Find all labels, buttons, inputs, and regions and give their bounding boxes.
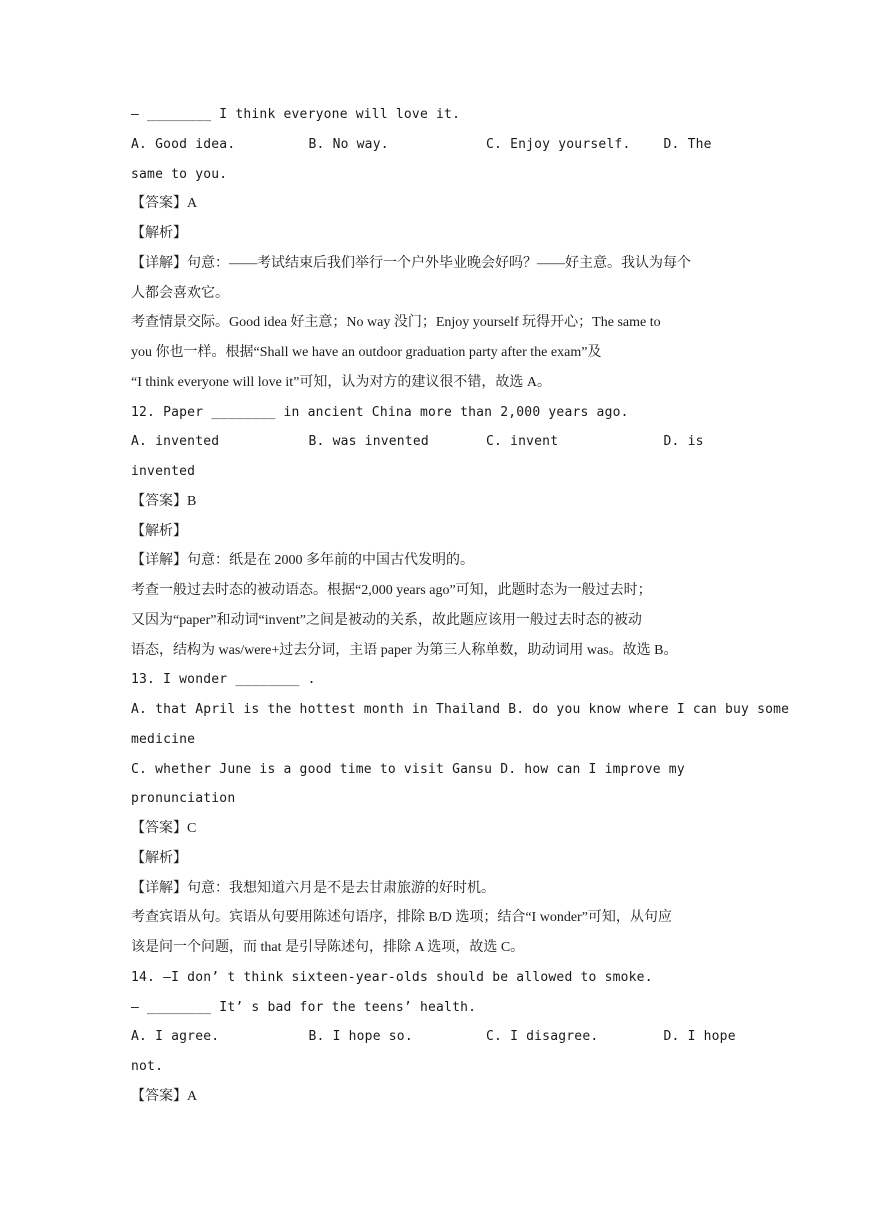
- text-line: — ________ I think everyone will love it.: [131, 107, 461, 122]
- text-line: 语态，结构为 was/were+过去分词，主语 paper 为第三人称单数，助动词用 was。故选 B。: [131, 642, 678, 658]
- option-d: D. The: [663, 136, 712, 152]
- option-b: B. No way.: [308, 136, 389, 152]
- option-c: C. I disagree.: [486, 1029, 599, 1045]
- text-line: pronunciation: [131, 791, 236, 807]
- text-line: you 你也一样。根据“Shall we have an outdoor graduation party after the exam”及: [131, 345, 602, 360]
- text-line: A. that April is the hottest month in Thailand B. do you know where I can buy some: [131, 702, 790, 717]
- text-line: 12. Paper ________ in ancient China more than 2,000 years ago.: [131, 404, 629, 420]
- option-c: C. invent: [486, 434, 559, 450]
- text-line: 【解析】: [131, 523, 187, 539]
- answer-options: [131, 427, 741, 457]
- option-d: D. is: [663, 434, 704, 450]
- text-line: 人都会喜欢它。: [131, 285, 229, 301]
- text-line: 【答案】A: [131, 1088, 198, 1104]
- text-line: 【解析】: [131, 226, 187, 241]
- document-page: [131, 100, 790, 1112]
- text-line: not.: [131, 1059, 164, 1074]
- text-line: 考查一般过去时态的被动语态。根据“2,000 years ago”可知，此题时态为一般过去时；: [131, 583, 652, 598]
- text-line: “I think everyone will love it”可知，认为对方的建议很不错，故选 A。: [131, 374, 551, 390]
- text-line: — ________ It’ s bad for the teens’ health.: [131, 999, 477, 1015]
- text-line: invented: [131, 464, 196, 479]
- text-line: 【答案】B: [131, 493, 197, 509]
- text-line: 【解析】: [131, 850, 187, 866]
- text-line: C. whether June is a good time to visit Gansu D. how can I improve my: [131, 761, 685, 777]
- option-a: A. Good idea.: [131, 136, 236, 152]
- option-d: D. I hope: [663, 1029, 736, 1045]
- text-line: 14. —I don’ t think sixteen-year-olds should be allowed to smoke.: [131, 969, 653, 985]
- text-line: 【答案】C: [131, 821, 197, 836]
- text-line: 【详解】句意：——考试结束后我们举行一个户外毕业晚会好吗？——好主意。我认为每个: [131, 255, 691, 271]
- text-line: 该是问一个问题，而 that 是引导陈述句，排除 A 选项，故选 C。: [131, 940, 525, 955]
- text-line: medicine: [131, 731, 196, 747]
- option-b: B. I hope so.: [308, 1029, 413, 1045]
- option-b: B. was invented: [308, 434, 429, 450]
- text-line: 【详解】句意：纸是在 2000 多年前的中国古代发明的。: [131, 553, 474, 569]
- answer-options: [131, 1022, 741, 1052]
- option-c: C. Enjoy yourself.: [486, 136, 631, 152]
- text-line: 【答案】A: [131, 196, 198, 212]
- option-a: A. invented: [131, 434, 220, 450]
- option-a: A. I agree.: [131, 1029, 220, 1045]
- text-line: 【详解】句意：我想知道六月是不是去甘肃旅游的好时机。: [131, 880, 495, 896]
- text-line: same to you.: [131, 166, 228, 182]
- answer-options: [131, 130, 741, 160]
- text-line: 考查情景交际。Good idea 好主意；No way 没门；Enjoy yourself 玩得开心；The same to: [131, 315, 661, 331]
- text-line: 又因为“paper”和动词“invent”之间是被动的关系，故此题应该用一般过去时态的被动: [131, 612, 642, 628]
- text-line: 考查宾语从句。宾语从句要用陈述句语序，排除 B/D 选项；结合“I wonder”可知，从句应: [131, 910, 672, 926]
- text-line: 13. I wonder ________ .: [131, 672, 316, 688]
